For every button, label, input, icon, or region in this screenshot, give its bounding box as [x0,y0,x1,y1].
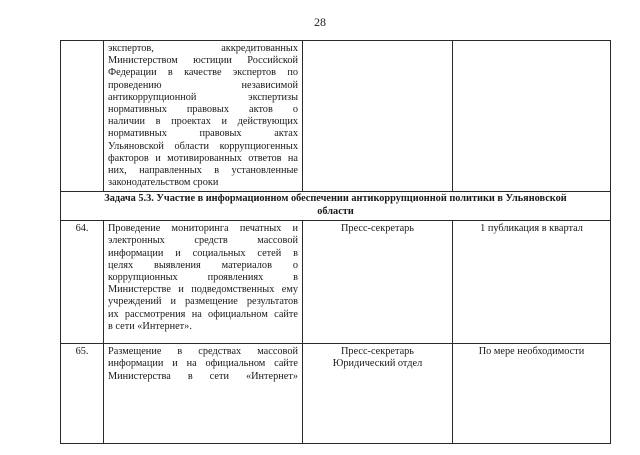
description-line: антикоррупционной экспертизы [108,91,298,103]
term-cell: По мере необходимости [453,344,611,444]
task-heading [61,192,611,221]
description-line: в сети «Интернет». [108,320,192,332]
task-heading-line: Задача 5.3. Участие в информационном обеспечении антикоррупционной политики в Ульяновской [104,193,567,205]
responsible-name: Пресс-секретарь [340,346,414,358]
term-cell [453,41,611,192]
description-line: электронных средств массовой [108,235,298,247]
description-line: факторов и мотивированных ответов на [108,152,298,164]
responsible-cell [303,221,453,344]
action-plan-table [60,40,611,444]
description-line: Ульяновской области коррупциогенных [108,140,298,152]
activity-description-cell [104,221,303,344]
responsible-cell [303,41,453,192]
activity-description-cell [104,41,303,192]
item-number-cell: 64. [61,221,104,344]
description-line: Министерства в сети «Интернет» [108,370,298,382]
item-number-cell: 65. [61,344,104,444]
description-line: экспертов, аккредитованных [108,43,298,54]
item-number-cell [61,41,104,192]
description-line: учреждений и размещение результатов [108,296,298,308]
table-row [61,344,611,444]
description-line: информации и социальных сетей в [108,247,298,259]
responsible-name: Юридический отдел [332,358,423,370]
description-line: нормативных правовых актах [108,128,298,140]
activity-description-cell [104,344,303,444]
table-row [61,41,611,192]
task-heading-line: области [317,205,354,217]
term-cell: 1 публикация в квартал [453,221,611,344]
table-row [61,221,611,344]
responsible-name: Пресс-секретарь [340,223,414,235]
description-line: Федерации в качестве экспертов по [108,67,298,79]
description-line: Министерстве и подведомственных ему [108,284,298,296]
task-heading-row [61,192,611,221]
responsible-cell [303,344,453,444]
description-line: информации и на официальном сайте [108,358,298,370]
description-line: законодательством сроки [108,177,219,189]
page-number: 28 [314,15,326,29]
description-line: коррупционных проявлениях в [108,272,298,284]
description-line: нормативных правовых актов о [108,104,298,116]
description-line: них, направленных в установленные [108,165,298,177]
description-line: Проведение мониторинга печатных и [108,223,298,235]
description-line: их рассмотрения на официальном сайте [108,308,298,320]
description-line: целях выявления материалов о [108,259,298,271]
description-line: наличии в проектах и действующих [108,116,298,128]
description-line: проведению независимой [108,79,298,91]
description-line: Размещение в средствах массовой [108,346,298,358]
description-line: Министерством юстиции Российской [108,55,298,67]
